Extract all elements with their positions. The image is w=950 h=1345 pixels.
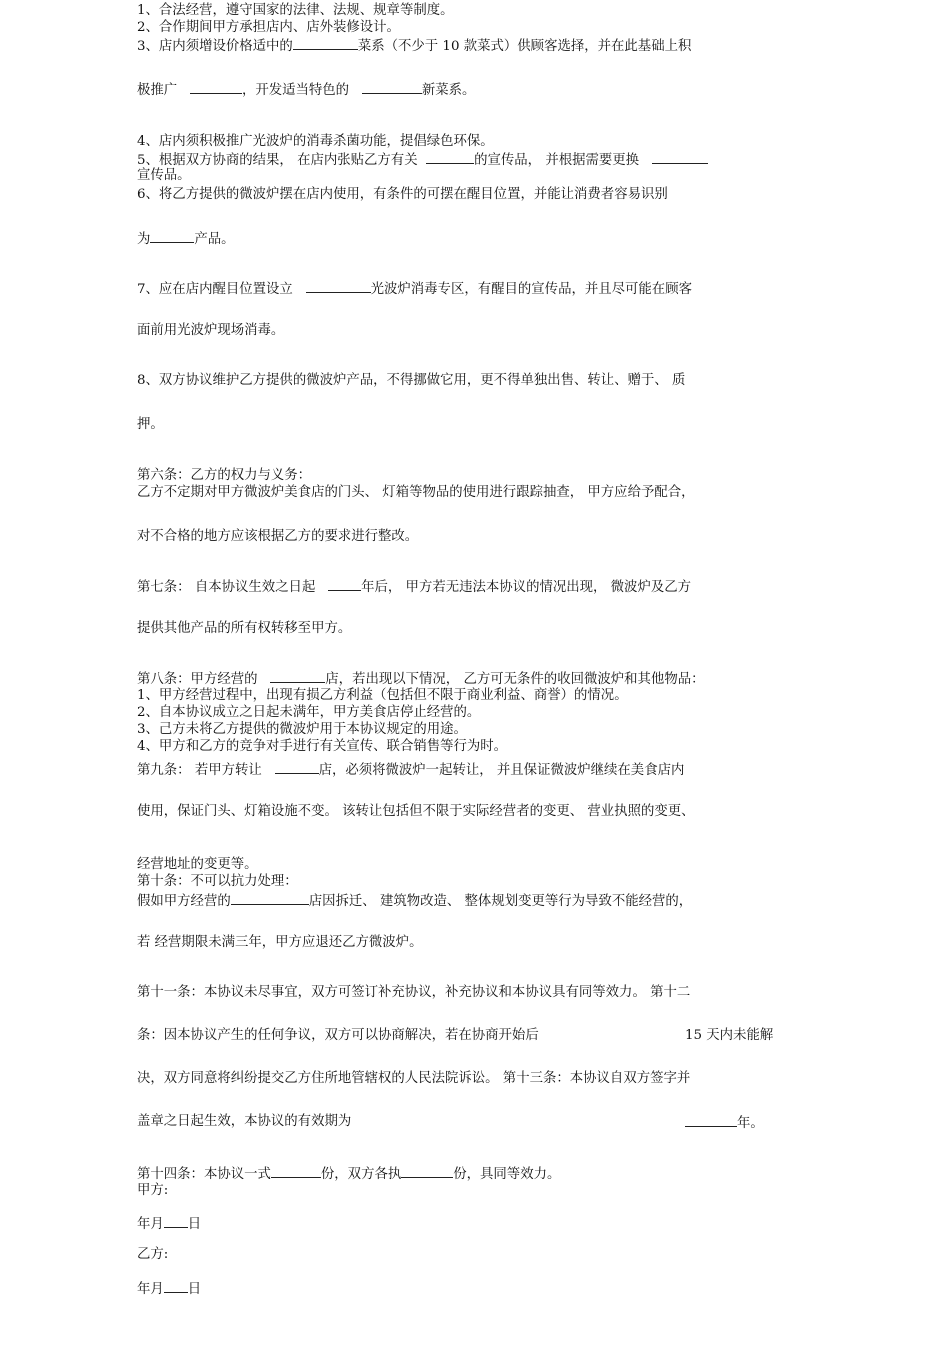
clause-line: 2、合作期间甲方承担店内、店外装修设计。 <box>137 20 400 35</box>
fill-blank <box>426 150 474 164</box>
clause-line: 6、将乙方提供的微波炉摆在店内使用，有条件的可摆在醒目位置，并能让消费者容易识别 <box>137 187 668 202</box>
clause-line: 提供其他产品的所有权转移至甲方。 <box>137 621 352 636</box>
fill-blank <box>150 229 194 243</box>
fill-blank <box>362 80 422 94</box>
clause-line: 盖章之日起生效，本协议的有效期为 年。 <box>137 1114 764 1131</box>
clause-line: 若 经营期限未满三年，甲方应退还乙方微波炉。 <box>137 935 423 950</box>
fill-blank <box>328 577 361 591</box>
clause-line: 面前用光波炉现场消毒。 <box>137 323 285 338</box>
clause-line: 3、店内须增设价格适中的 菜系（不少于 10 款菜式）供顾客选择，并在此基础上积 <box>137 36 691 55</box>
party-a-label: 甲方: <box>137 1183 169 1198</box>
fill-blank <box>270 669 325 683</box>
fill-blank <box>652 150 708 164</box>
clause-line: 宣传品。 <box>137 168 191 183</box>
clause-line: 极推广 ，开发适当特色的 新菜系。 <box>137 80 475 99</box>
fill-blank <box>275 760 319 774</box>
clause-line: 使用，保证门头、灯箱设施不变。 该转让包括但不限于实际经营者的变更、 营业执照的变更、 <box>137 804 695 819</box>
party-a-date: 年月 日 <box>137 1214 201 1233</box>
clause-line: 乙方不定期对甲方微波炉美食店的门头、 灯箱等物品的使用进行跟踪抽查， 甲方应给予配合， <box>137 485 695 500</box>
clause-line: 1、甲方经营过程中，出现有损乙方利益（包括但不限于商业利益、商誉）的情况。 <box>137 688 628 703</box>
fill-blank <box>164 1214 188 1228</box>
clause-line: 押。 <box>137 417 164 432</box>
clause-line: 1、合法经营，遵守国家的法律、法规、规章等制度。 <box>137 3 454 18</box>
clause-line: 7、应在店内醒目位置设立 光波炉消毒专区，有醒目的宣传品，并且尽可能在顾客 <box>137 279 692 298</box>
clause-line: 3、己方未将乙方提供的微波炉用于本协议规定的用途。 <box>137 722 467 737</box>
party-b-date: 年月 日 <box>137 1279 201 1298</box>
article-heading: 第十一条：本协议未尽事宜，双方可签订补充协议，补充协议和本协议具有同等效力。 第十二 <box>137 985 691 1000</box>
clause-line: 为 产品。 <box>137 229 235 248</box>
article-heading: 第八条：甲方经营的 店，若出现以下情况， 乙方可无条件的收回微波炉和其他物品： <box>137 669 705 688</box>
clause-line: 2、自本协议成立之日起未满年，甲方美食店停止经营的。 <box>137 705 481 720</box>
article-heading: 第十四条：本协议一式 份，双方各执 份，具同等效力。 <box>137 1164 560 1183</box>
fill-blank <box>685 1113 737 1127</box>
clause-line: 条：因本协议产生的任何争议，双方可以协商解决，若在协商开始后 15 天内未能解 <box>137 1028 774 1043</box>
fill-blank <box>231 891 309 905</box>
clause-line: 4、店内须积极推广光波炉的消毒杀菌功能，提倡绿色环保。 <box>137 134 494 149</box>
fill-blank <box>271 1164 321 1178</box>
clause-line: 经营地址的变更等。 <box>137 857 258 872</box>
clause-line: 5、根据双方协商的结果， 在店内张贴乙方有关 的宣传品， 并根据需要更换 <box>137 150 708 169</box>
clause-line: 4、甲方和乙方的竞争对手进行有关宣传、联合销售等行为时。 <box>137 739 508 754</box>
fill-blank <box>190 80 242 94</box>
fill-blank <box>306 279 371 293</box>
article-heading: 第九条： 若甲方转让 店，必须将微波炉一起转让， 并且保证微波炉继续在美食店内 <box>137 760 684 779</box>
article-heading: 第六条：乙方的权力与义务： <box>137 468 312 483</box>
fill-blank <box>401 1164 453 1178</box>
clause-line: 决，双方同意将纠纷提交乙方住所地管辖权的人民法院诉讼。 第十三条：本协议自双方签字并 <box>137 1071 691 1086</box>
clause-line: 对不合格的地方应该根据乙方的要求进行整改。 <box>137 529 419 544</box>
party-b-label: 乙方: <box>137 1247 169 1262</box>
article-heading: 第十条：不可以抗力处理： <box>137 874 298 889</box>
fill-blank <box>164 1279 188 1293</box>
clause-line: 8、双方协议维护乙方提供的微波炉产品，不得挪做它用，更不得单独出售、转让、赠于、 质 <box>137 373 686 388</box>
clause-line: 假如甲方经营的 店因拆迁、 建筑物改造、 整体规划变更等行为导致不能经营的， <box>137 891 692 910</box>
article-heading: 第七条： 自本协议生效之日起 年后， 甲方若无违法本协议的情况出现， 微波炉及乙方 <box>137 577 691 596</box>
fill-blank <box>293 36 358 50</box>
